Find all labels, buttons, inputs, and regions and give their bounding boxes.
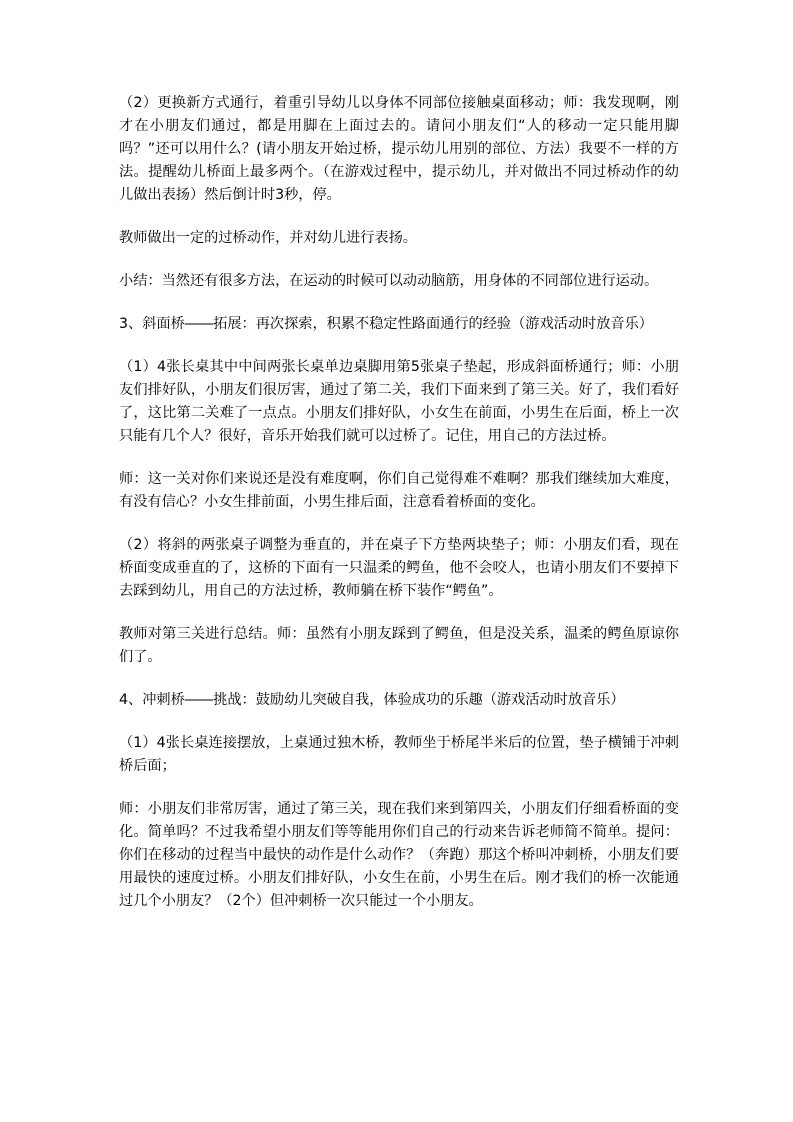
paragraph-slope-bridge-setup: （1）4张长桌其中中间两张长桌单边桌脚用第5张桌子垫起，形成斜面桥通行；师：小朋友们排好队，小朋友们很厉害，通过了第二关，我们下面来到了第三关。好了，我们看好了，这比第二关难了一点点。小朋友们排好队，小女生在前面，小男生在后面，桥上一次只能有几个人？很好，音乐开始我们就可以过桥了。记住，用自己的方法过桥。 [119,359,679,444]
paragraph-third-level-summary: 教师对第三关进行总结。师：虽然有小朋友踩到了鳄鱼，但是没关系，温柔的鳄鱼原谅你们了。 [119,626,679,665]
document-body [119,92,679,933]
paragraph-sprint-bridge-setup: （1）4张长桌连接摆放，上桌通过独木桥，教师坐于桥尾半米后的位置，垫子横铺于冲刺桥后面； [119,735,679,774]
section-heading-slope-bridge: 3、斜面桥――拓展：再次探索，积累不稳定性路面通行的经验（游戏活动时放音乐） [119,316,653,332]
paragraph-change-method: （2）更换新方式通行，着重引导幼儿以身体不同部位接触桌面移动；师：我发现啊，刚才在小朋友们通过，都是用脚在上面过去的。请问小朋友们“人的移动一定只能用脚吗？”还可以用什么？(请小朋友开始过桥，提示幼儿用别的部位、方法）我要不一样的方法。提醒幼儿桥面上最多两个。（在游戏过程中，提示幼儿，并对做出不同过桥动作的幼儿做出表扬）然后倒计时3秒，停。 [119,95,679,203]
paragraph-increase-difficulty: 师：这一关对你们来说还是没有难度啊，你们自己觉得难不难啊？那我们继续加大难度，有没有信心？小女生排前面，小男生排后面，注意看着桥面的变化。 [119,471,679,510]
paragraph-summary: 小结：当然还有很多方法，在运动的时候可以动动脑筋，用身体的不同部位进行运动。 [119,273,659,289]
section-heading-sprint-bridge: 4、冲刺桥――挑战：鼓励幼儿突破自我，体验成功的乐趣（游戏活动时放音乐） [119,692,625,708]
paragraph-sprint-bridge-dialogue: 师：小朋友们非常厉害，通过了第三关，现在我们来到第四关，小朋友们仔细看桥面的变化。简单吗？不过我希望小朋友们等等能用你们自己的行动来告诉老师简不简单。提问：你们在移动的过程当中最快的动作是什么动作？（奔跑）那这个桥叫冲刺桥，小朋友们要用最快的速度过桥。小朋友们排好队，小女生在前，小男生在后。刚才我们的桥一次能通过几个小朋友？（2个）但冲刺桥一次只能过一个小朋友。 [119,801,679,909]
paragraph-vertical-bridge: （2）将斜的两张桌子调整为垂直的，并在桌子下方垫两块垫子；师：小朋友们看，现在桥面变成垂直的了，这桥的下面有一只温柔的鳄鱼，他不会咬人，也请小朋友们不要掉下去踩到幼儿，用自己的方法过桥，教师躺在桥下装作“鳄鱼”。 [119,537,679,599]
paragraph-teacher-demo: 教师做出一定的过桥动作，并对幼儿进行表扬。 [119,230,417,246]
